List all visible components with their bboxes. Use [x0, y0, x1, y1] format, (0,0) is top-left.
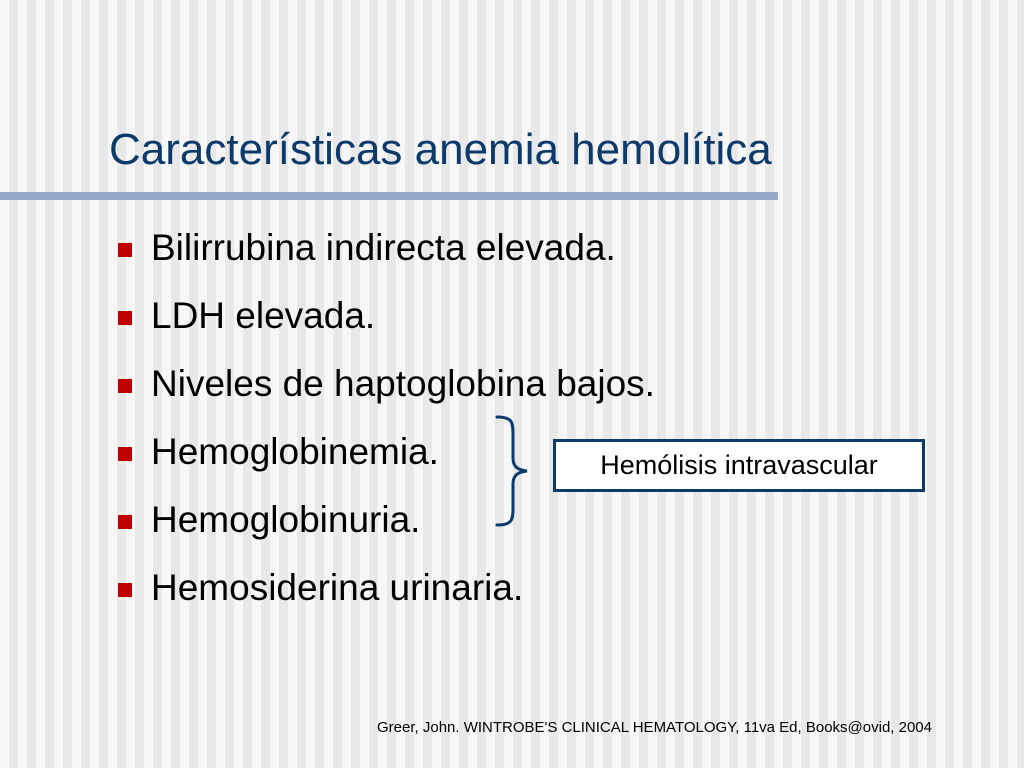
bullet-text: Niveles de haptoglobina bajos.: [151, 363, 655, 404]
callout-text: Hemólisis intravascular: [600, 450, 878, 480]
curly-brace-icon: [494, 414, 534, 528]
bullet-item: [113, 290, 655, 358]
title-underline: [0, 192, 778, 200]
square-bullet-icon: [118, 515, 132, 529]
bullet-item: [113, 494, 655, 562]
square-bullet-icon: [118, 243, 132, 257]
bullet-text: Bilirrubina indirecta elevada.: [151, 227, 616, 268]
bullet-text: Hemoglobinuria.: [151, 499, 421, 540]
callout-box: [553, 439, 925, 492]
slide-title: Características anemia hemolítica: [109, 125, 772, 174]
square-bullet-icon: [118, 447, 132, 461]
square-bullet-icon: [118, 379, 132, 393]
square-bullet-icon: [118, 583, 132, 597]
bullet-list: [113, 222, 655, 630]
square-bullet-icon: [118, 311, 132, 325]
citation: Greer, John. WINTROBE'S CLINICAL HEMATOLOGY, 11va Ed, Books@ovid, 2004: [377, 719, 932, 736]
bullet-text: LDH elevada.: [151, 295, 376, 336]
bullet-item: [113, 358, 655, 426]
bullet-text: Hemosiderina urinaria.: [151, 567, 524, 608]
bullet-text: Hemoglobinemia.: [151, 431, 439, 472]
bullet-item: [113, 562, 655, 630]
bullet-item: [113, 222, 655, 290]
